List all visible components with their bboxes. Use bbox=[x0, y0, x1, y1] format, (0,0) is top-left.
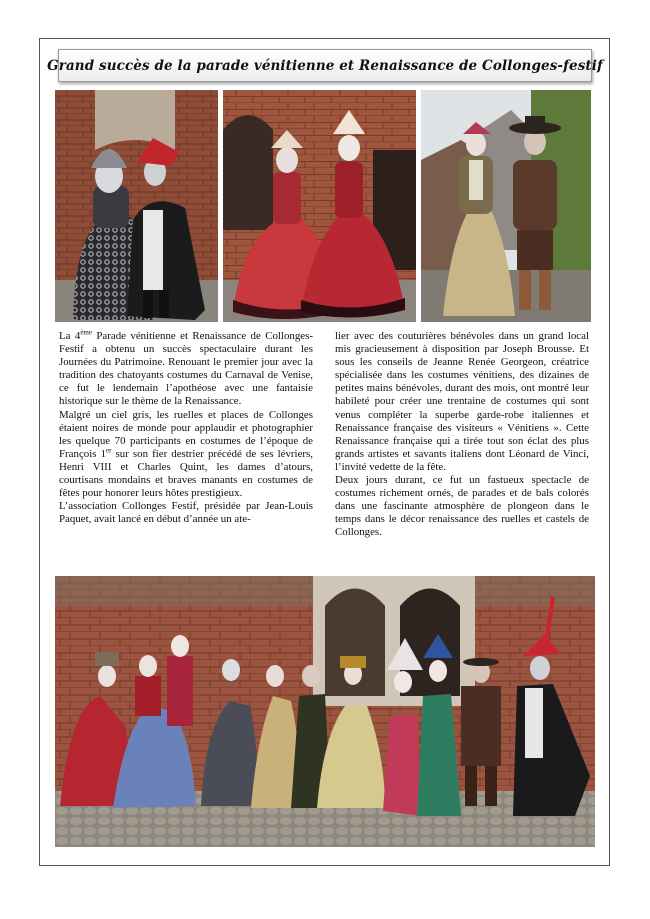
article-paragraph: Malgré un ciel gris, les ruelles et places de Collonges étaient noires de monde pour applaudir et photographier les quelque 70 participants en costumes de l’époque de François 1er sur son fier destrier précédé de ses lévriers, Henri VIII et Charles Quint, les dames d’atours, courtisans mondains et braves manants en costumes de fêtes pour honorer leurs hôtes prestigieux. bbox=[59, 408, 313, 500]
article-paragraph: La 4ème Parade vénitienne et Renaissance de Collonges-Festif a obtenu un succès spectaculaire durant les Journées du Patrimoine. Renouant le premier jour avec la tradition des chatoyants costumes du Carnaval de Venise, ce fut le lendemain l’apothéose avec une fantaisie historique sur le thème de la Renaissance. bbox=[59, 328, 313, 408]
photo-gold-musketeer bbox=[421, 90, 591, 322]
article-paragraph: Deux jours durant, ce fut un fastueux spectacle de costumes richement ornés, de parades et de bals colorés dans une fascinante atmosphère de plongeon dans le temps dans le décor renaissance des ruelles et castels de Collonges. bbox=[335, 474, 589, 539]
page-title: Grand succès de la parade vénitienne et Renaissance de Collonges-festif bbox=[47, 57, 603, 74]
article-column-1 bbox=[59, 330, 313, 526]
title-banner bbox=[47, 49, 603, 82]
photo-silver-costumes bbox=[55, 90, 218, 322]
article-column-2 bbox=[335, 330, 589, 540]
article-paragraph: L’association Collonges Festif, présidée par Jean-Louis Paquet, avait lancé en début d’année un ate- bbox=[59, 500, 313, 526]
photo-group-parade bbox=[55, 576, 595, 847]
photo-red-dresses bbox=[223, 90, 416, 322]
article-paragraph: lier avec des couturières bénévoles dans un grand local mis gracieusement à disposition par Joseph Brousse. Et sous les conseils de Jeanne Renée Georgeon, créatrice spécialisée dans les costumes vénitiens, des dizaines de petites mains bénévoles, durant des mois, ont montré leur habileté pour créer une trentaine de costumes qui sont venus compléter la superbe garde-robe italiennes et Renaissance française des visiteurs « Vénitiens ». Cette Renaissance française qui a tirée tout son éclat des plus grands artistes et savants italiens dont Léonard de Vinci, l’invité vedette de la fête. bbox=[335, 330, 589, 473]
